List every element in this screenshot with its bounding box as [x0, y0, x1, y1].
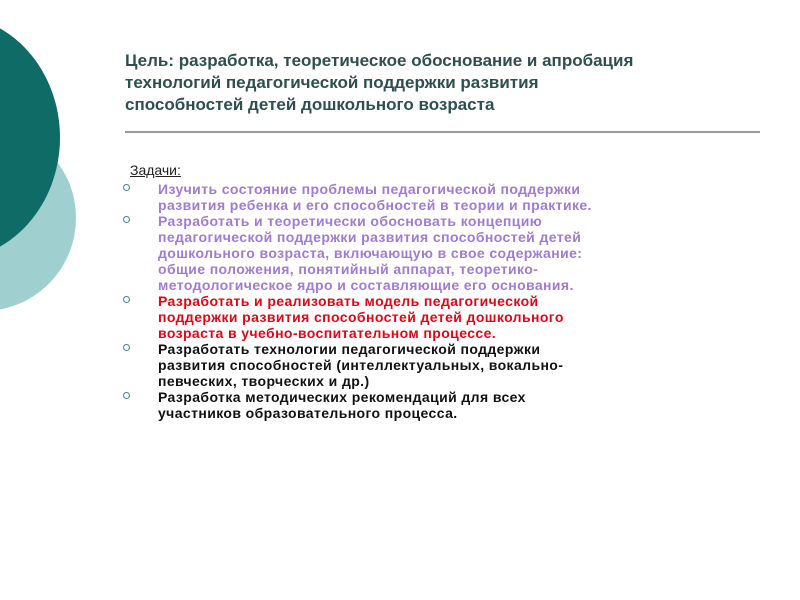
- task-line: Изучить состояние проблемы педагогической поддержки: [158, 181, 581, 197]
- slide-title-line: Цель: разработка, теоретическое обоснование и апробация: [125, 51, 634, 70]
- slide-title-line: способностей детей дошкольного возраста: [125, 95, 495, 114]
- tasks-heading: Задачи:: [130, 162, 181, 178]
- task-line: Разработать технологии педагогической поддержки: [158, 341, 541, 357]
- task-line: Разработать и теоретически обосновать концепцию: [158, 213, 543, 229]
- hollow-circle-bullet-icon: [123, 296, 130, 303]
- slide-title-line: технологий педагогической поддержки развития: [125, 73, 539, 92]
- task-line: общие положения, понятийный аппарат, теоретико-: [158, 261, 539, 277]
- hollow-circle-bullet-icon: [123, 184, 130, 191]
- task-item-develop-model: [120, 293, 740, 341]
- task-line: возраста в учебно-воспитательном процессе.: [158, 325, 497, 341]
- task-item-study-problem: [120, 181, 740, 213]
- task-line: развития способностей (интеллектуальных, вокально-: [158, 357, 564, 373]
- hollow-circle-bullet-icon: [123, 392, 130, 399]
- title-divider: [125, 131, 760, 133]
- task-line: участников образовательного процесса.: [158, 405, 458, 421]
- task-item-methodical-recommendations: [120, 389, 740, 421]
- slide-title: [125, 50, 745, 116]
- hollow-circle-bullet-icon: [123, 344, 130, 351]
- task-line: дошкольного возраста, включающую в свое содержание:: [158, 245, 583, 261]
- task-line: Разработать и реализовать модель педагогической: [158, 293, 539, 309]
- task-line: педагогической поддержки развития способностей детей: [158, 229, 582, 245]
- hollow-circle-bullet-icon: [123, 216, 130, 223]
- task-line: развития ребенка и его способностей в теории и практике.: [158, 197, 592, 213]
- task-line: методологическое ядро и составляющие его основания.: [158, 277, 574, 293]
- task-line: Разработка методических рекомендаций для всех: [158, 389, 526, 405]
- tasks-list: [120, 181, 740, 421]
- task-line: певческих, творческих и др.): [158, 373, 370, 389]
- task-item-develop-technologies: [120, 341, 740, 389]
- task-line: поддержки развития способностей детей дошкольного: [158, 309, 564, 325]
- task-item-develop-concept: [120, 213, 740, 293]
